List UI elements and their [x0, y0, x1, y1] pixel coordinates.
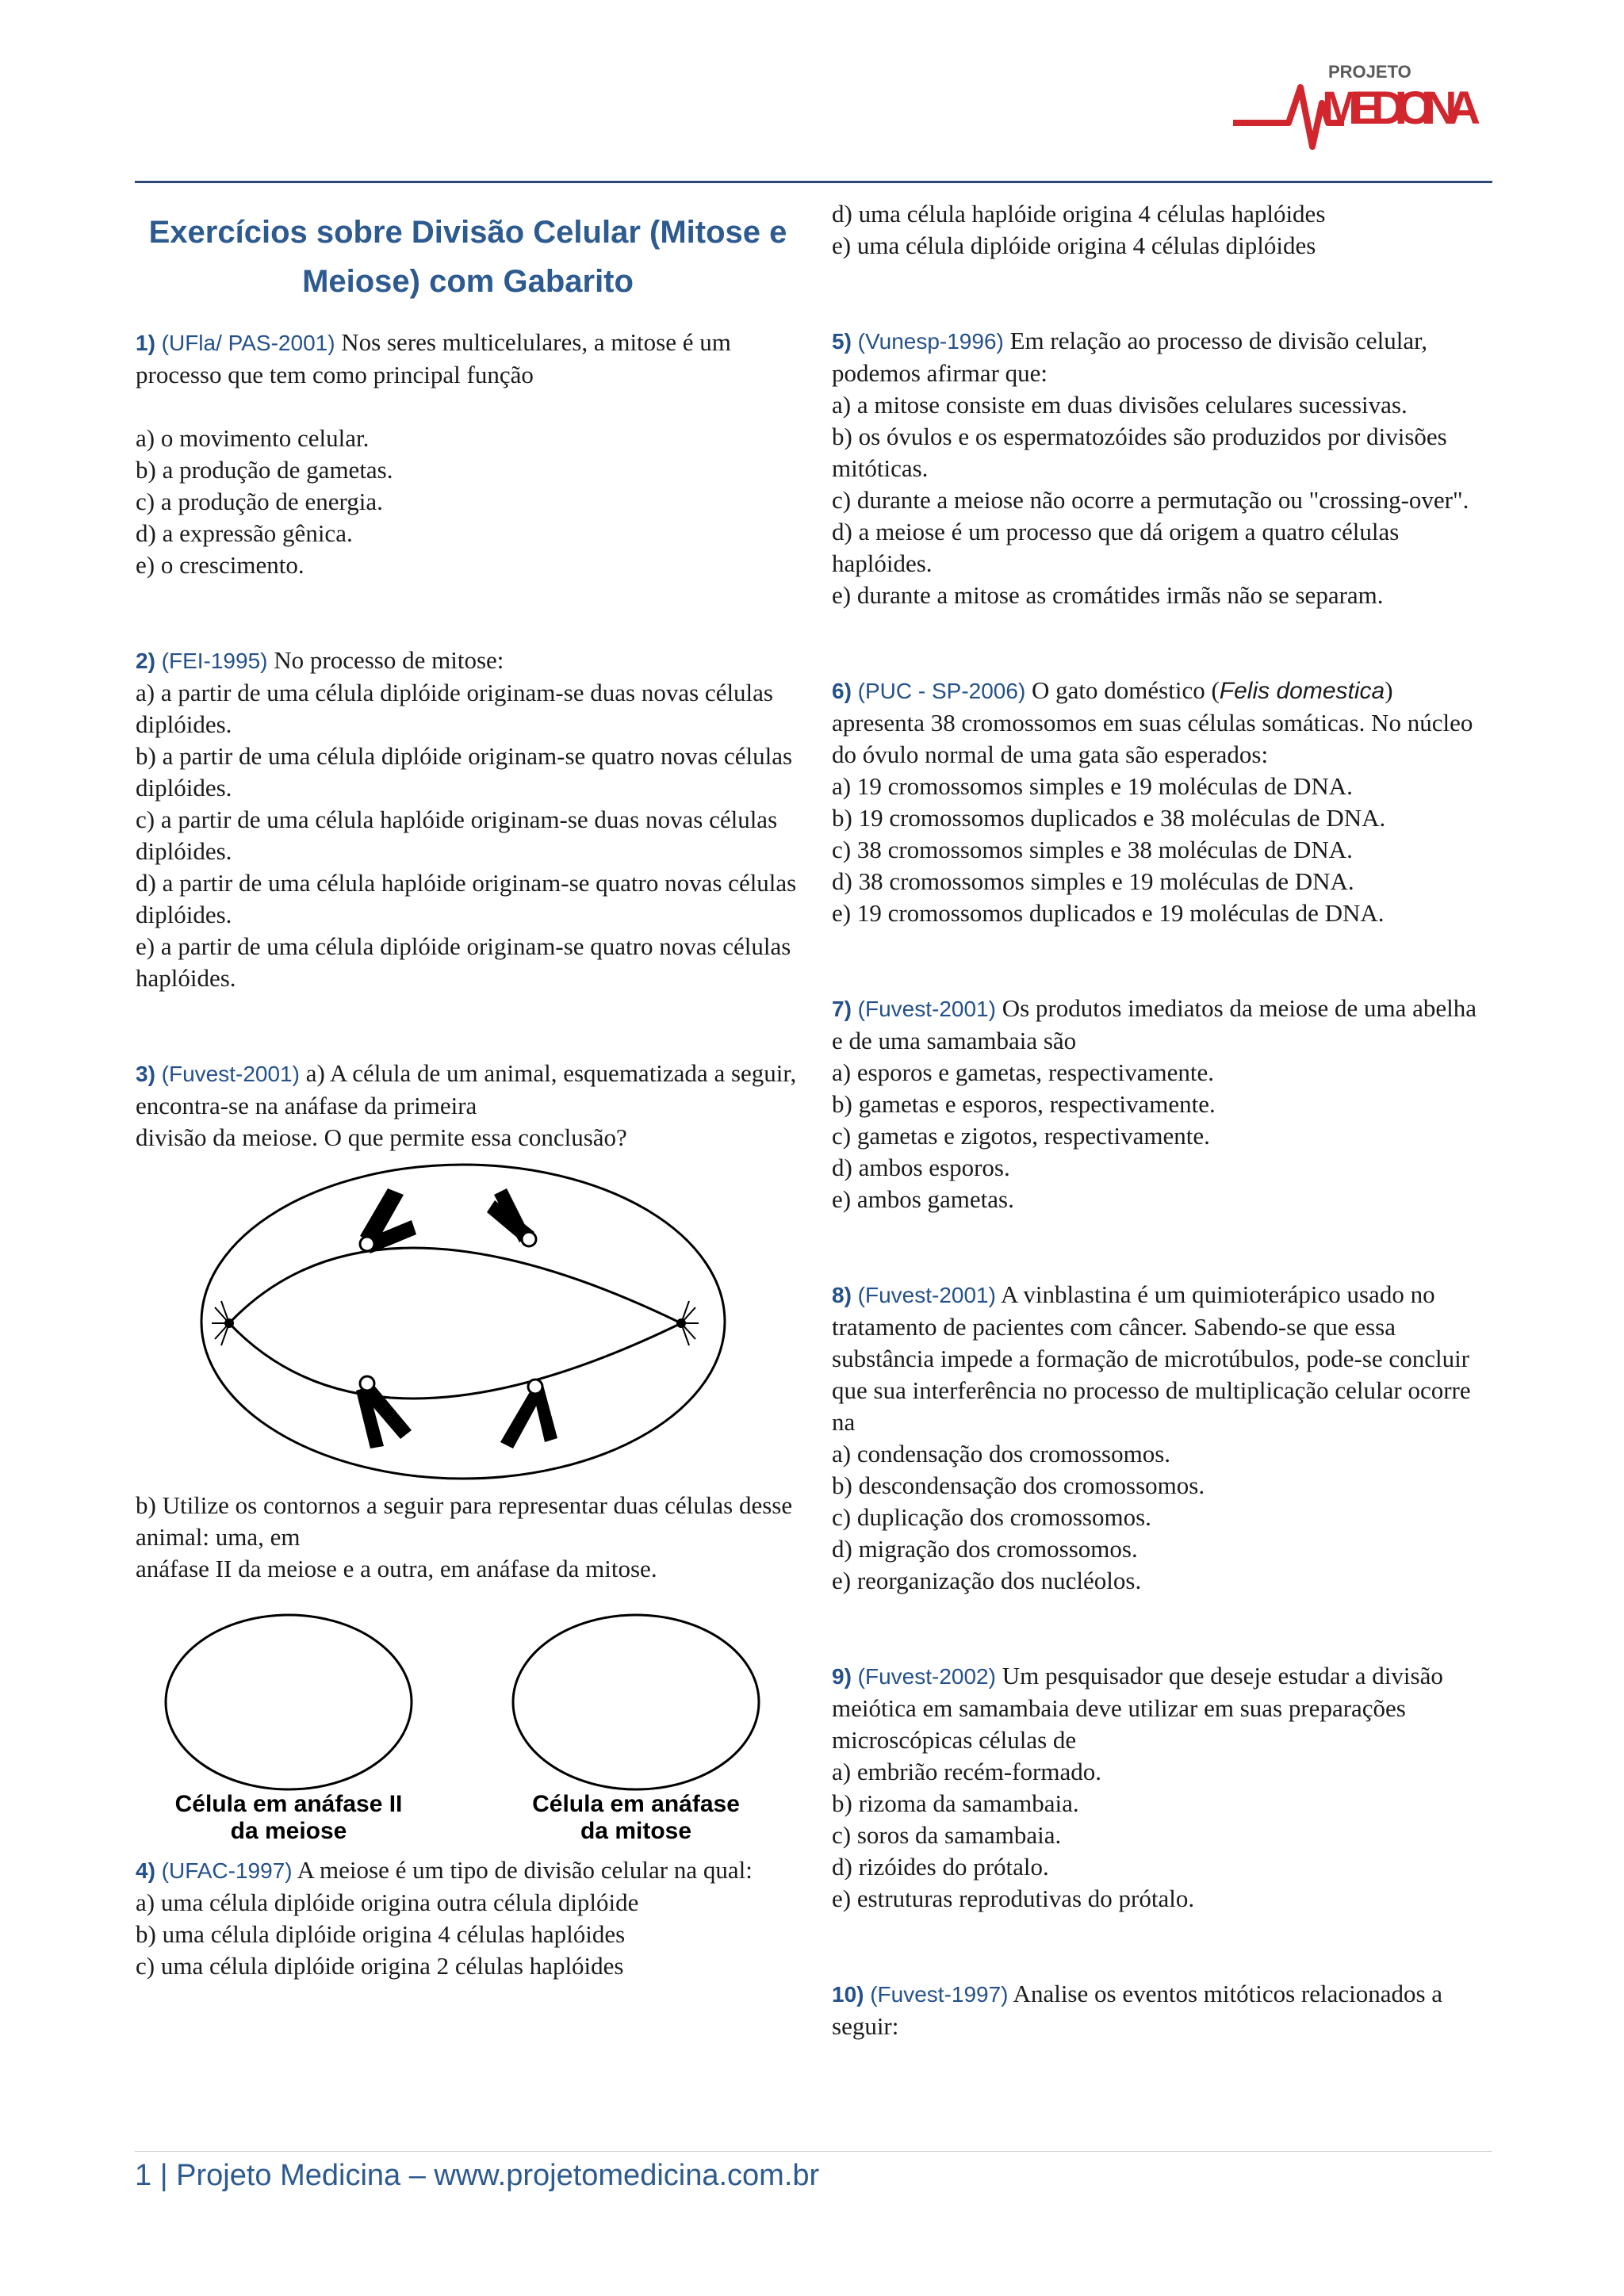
empty-cell-outlines: [150, 1607, 784, 1845]
question-number: 6): [832, 679, 852, 703]
logo-top-text: PROJETO: [1328, 62, 1411, 82]
question-number: 4): [136, 1858, 155, 1883]
question-text: divisão da meiose. O que permite essa conclusão?: [136, 1123, 627, 1151]
option: a) embrião recém-formado.: [832, 1758, 1101, 1785]
left-column: [136, 198, 800, 1982]
question-source: (Vunesp-1996): [857, 329, 1004, 354]
option: c) duplicação dos cromossomos.: [832, 1503, 1151, 1531]
option: e) a partir de uma célula diplóide originam-se quatro novas células haplóides.: [136, 932, 791, 992]
anaphase-cell-diagram: [174, 1157, 745, 1490]
question-number: 9): [832, 1664, 852, 1689]
cell-label: da meiose: [230, 1818, 347, 1844]
question-text: Nos seres multicelulares, a mitose é um processo que tem como principal função: [136, 328, 731, 388]
spindle-fiber: [229, 1248, 681, 1323]
option: d) 38 cromossomos simples e 19 moléculas de DNA.: [832, 867, 1354, 895]
cell-label: da mitose: [580, 1818, 692, 1844]
chromosome: [356, 1376, 412, 1448]
cell-label: Célula em anáfase II: [174, 1791, 403, 1817]
question-number: 7): [832, 997, 852, 1021]
option: b) rizoma da samambaia.: [832, 1789, 1079, 1817]
cell-membrane: [201, 1165, 725, 1479]
option: e) estruturas reprodutivas do prótalo.: [832, 1885, 1195, 1912]
question-source: (Fuvest-2001): [857, 997, 996, 1021]
option: d) rizóides do prótalo.: [832, 1853, 1049, 1881]
centriole-right: [677, 1301, 699, 1345]
option: a) 19 cromossomos simples e 19 moléculas de DNA.: [832, 772, 1353, 800]
question-number: 1): [136, 331, 155, 355]
question-6: [832, 675, 1482, 929]
question-text: anáfase II da meiose e a outra, em anáfase da mitose.: [136, 1555, 657, 1582]
question-source: (Fuvest-2002): [857, 1664, 996, 1689]
option: c) 38 cromossomos simples e 38 moléculas de DNA.: [832, 836, 1353, 863]
question-text: Os produtos imediatos da meiose de uma abelha e de uma samambaia são: [832, 994, 1477, 1054]
cell-label: Célula em anáfase: [532, 1791, 740, 1817]
page-title: Exercícios sobre Divisão Celular (Mitose e Meiose) com Gabarito: [148, 215, 787, 299]
question-source: (FEI-1995): [161, 649, 268, 673]
question-2: [136, 645, 800, 994]
projeto-medicina-logo: [1233, 55, 1487, 174]
footer-separator: |: [151, 2159, 177, 2192]
question-9: [832, 1660, 1482, 1915]
question-number: 10): [832, 1982, 864, 2007]
page-footer: [135, 2155, 819, 2196]
question-text: Analise os eventos mitóticos relacionados a seguir:: [832, 1980, 1443, 2040]
question-10: [832, 1978, 1482, 2042]
chromosome: [487, 1188, 536, 1246]
question-source: (Fuvest-1997): [870, 1982, 1009, 2007]
option: c) durante a meiose não ocorre a permutação ou "crossing-over".: [832, 486, 1469, 514]
cell-outline-meiosis: [166, 1615, 412, 1789]
option: b) descondensação dos cromossomos.: [832, 1471, 1205, 1499]
question-text: Um pesquisador que deseje estudar a divisão meiótica em samambaia deve utilizar em suas preparações microscópicas células de: [832, 1662, 1443, 1754]
option: b) os óvulos e os espermatozóides são produzidos por divisões mitóticas.: [832, 423, 1447, 482]
option: a) a partir de uma célula diplóide originam-se duas novas células diplóides.: [136, 679, 773, 738]
question-source: (PUC - SP-2006): [857, 679, 1026, 703]
right-column: [832, 198, 1482, 2042]
chromosome: [360, 1188, 416, 1253]
option: e) durante a mitose as cromátides irmãs não se separam.: [832, 581, 1384, 609]
option: e) ambos gametas.: [832, 1185, 1014, 1213]
question-text: A meiose é um tipo de divisão celular na qual:: [292, 1856, 753, 1884]
question-source: (Fuvest-2001): [161, 1062, 300, 1086]
chromosome: [500, 1380, 557, 1448]
header-rule: [135, 181, 1492, 183]
question-number: 8): [832, 1283, 852, 1307]
option: a) a mitose consiste em duas divisões celulares sucessivas.: [832, 391, 1408, 419]
question-text: a) A célula de um animal, esquematizada a seguir, encontra-se na anáfase da primeira: [136, 1059, 797, 1119]
logo-main-text: MEDICINA: [1322, 82, 1480, 134]
question-text: ) apresenta 38 cromossomos em suas células somáticas. No núcleo do óvulo normal de uma gata são esperados:: [832, 676, 1473, 768]
option: d) ambos esporos.: [832, 1154, 1010, 1181]
centriole-left: [212, 1301, 233, 1345]
question-text: b) Utilize os contornos a seguir para representar duas células desse animal: uma, em: [136, 1491, 793, 1551]
cell-outline-mitosis: [513, 1615, 759, 1789]
option: d) a partir de uma célula haplóide originam-se quatro novas células diplóides.: [136, 869, 797, 928]
option: e) 19 cromossomos duplicados e 19 moléculas de DNA.: [832, 899, 1385, 927]
question-7: [832, 993, 1482, 1215]
option: a) esporos e gametas, respectivamente.: [832, 1058, 1215, 1086]
option: b) 19 cromossomos duplicados e 38 moléculas de DNA.: [832, 804, 1386, 832]
option: d) uma célula haplóide origina 4 células haplóides: [832, 200, 1326, 228]
page-number: 1: [135, 2159, 152, 2192]
option: e) o crescimento.: [136, 551, 304, 579]
footer-rule: [135, 2151, 1492, 2152]
question-text: A vinblastina é um quimioterápico usado no tratamento de pacientes com câncer. Sabendo-se que essa substância impede a formação de microtúbulos, pode-se concluir que sua interferência no processo de multiplicação celular ocorre na: [832, 1280, 1471, 1436]
option: c) a partir de uma célula haplóide originam-se duas novas células diplóides.: [136, 806, 778, 865]
option: d) a meiose é um processo que dá origem a quatro células haplóides.: [832, 518, 1400, 577]
question-5: [832, 325, 1482, 611]
question-source: (UFAC-1997): [161, 1858, 293, 1883]
footer-link[interactable]: Projeto Medicina – www.projetomedicina.com.br: [176, 2159, 820, 2192]
option: c) soros da samambaia.: [832, 1821, 1062, 1849]
option: e) reorganização dos nucléolos.: [832, 1567, 1142, 1594]
option: c) uma célula diplóide origina 2 células haplóides: [136, 1952, 624, 1980]
question-number: 5): [832, 329, 852, 354]
option: a) o movimento celular.: [136, 424, 370, 452]
question-8: [832, 1279, 1482, 1597]
option: c) a produção de energia.: [136, 488, 383, 515]
option: d) a expressão gênica.: [136, 519, 353, 547]
question-text: Em relação ao processo de divisão celular, podemos afirmar que:: [832, 327, 1427, 387]
option: d) migração dos cromossomos.: [832, 1535, 1138, 1563]
question-source: (UFla/ PAS-2001): [161, 331, 335, 355]
option: b) gametas e esporos, respectivamente.: [832, 1090, 1216, 1118]
question-4: [136, 1854, 800, 1982]
option: b) a produção de gametas.: [136, 456, 393, 484]
species-name: Felis domestica: [1219, 678, 1385, 704]
option: a) uma célula diplóide origina outra célula diplóide: [136, 1888, 639, 1916]
option: e) uma célula diplóide origina 4 células diplóides: [832, 232, 1316, 259]
question-text: O gato doméstico (: [1025, 676, 1220, 704]
option: b) uma célula diplóide origina 4 células haplóides: [136, 1920, 626, 1948]
question-4-continued: [832, 198, 1482, 262]
question-number: 3): [136, 1062, 155, 1086]
option: a) condensação dos cromossomos.: [832, 1440, 1171, 1468]
option: b) a partir de uma célula diplóide originam-se quatro novas células diplóides.: [136, 742, 793, 802]
question-3: [136, 1058, 800, 1845]
question-text: No processo de mitose:: [267, 646, 504, 674]
spindle-fiber: [229, 1323, 681, 1399]
question-1: [136, 327, 800, 581]
question-source: (Fuvest-2001): [857, 1283, 996, 1307]
question-number: 2): [136, 649, 155, 673]
option: c) gametas e zigotos, respectivamente.: [832, 1122, 1210, 1150]
